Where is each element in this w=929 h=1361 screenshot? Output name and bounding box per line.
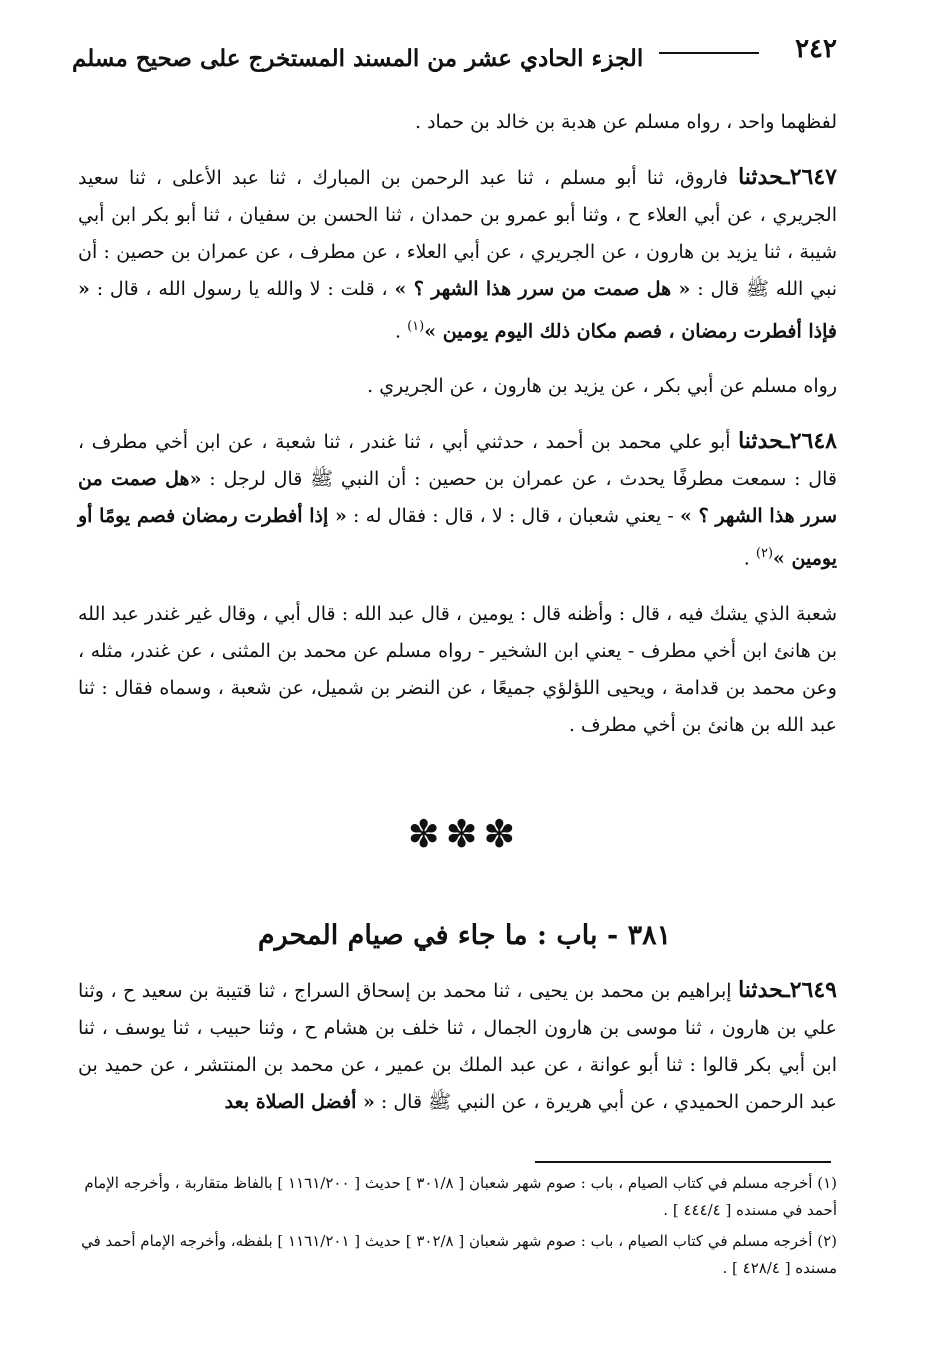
footnote-2: (٢) أخرجه مسلم في كتاب الصيام ، باب : صوم شهر شعبان [ ٣٠٢/٨ ] حديث [ ١١٦١/٢٠١ ] بلفظه، وأخرجه الإمام أحمد في مسنده [ ٤٢٨/٤ ] . [81, 1232, 837, 1277]
hadith-number: ٢٦٤٧ [789, 164, 837, 190]
hadith-quote: « إذا أفطرت رمضان فصم يومًا أو يومين » [78, 505, 837, 570]
paragraph-commentary: شعبة الذي يشك فيه ، قال : وأظنه قال : يومين ، قال عبد الله : قال أبي ، وقال غير غندر عبد الله بن هانئ ابن أخي مطرف - يعني ابن الشخير - رواه مسلم عن محمد بن المثنى ، عن غندر، مثله ، وعن محمد بن قدامة ، ويحيى اللؤلؤي جميعًا ، عن النضر بن شميل، عن شعبة ، وسماه فقال : ثنا عبد الله بن هانئ بن أخي مطرف . [78, 602, 837, 736]
hadith-keyword: ـحدثنا [738, 164, 790, 190]
page-header [72, 34, 837, 84]
hadith-keyword: ـحدثنا [738, 428, 790, 455]
hadith-2647 [78, 159, 837, 350]
sentence-end: . [394, 320, 408, 343]
isnad-text: فاروق، ثنا أبو مسلم ، ثنا عبد الرحمن بن المبارك ، ثنا عبد الأعلى ، ثنا سعيد الجريري ، عن أبي العلاء ح ، وثنا أبو عمرو بن حمدان ، ثنا الحسن بن سفيان ، ثنا أبو بكر ابن أبي شيبة ، ثنا يزيد بن هارون ، عن الجريري ، عن أبي العلاء ، عن مطرف ، عن عمران بن حصين : أن نبي الله ﷺ قال : [78, 167, 837, 300]
page-number: ٢٤٢ [795, 34, 837, 64]
footnote-1: (١) أخرجه مسلم في كتاب الصيام ، باب : صوم شهر شعبان [ ٣٠١/٨ ] حديث [ ١١٦١/٢٠٠ ] بالفاظ متقاربة ، وأخرجه الإمام أحمد في مسنده [ ٤٤٤/٤ ] . [84, 1174, 837, 1219]
chapter-title: ٣٨١ - باب : ما جاء في صيام المحرم [257, 920, 672, 951]
hadith-number: ٢٦٤٩ [789, 977, 837, 1003]
isnad-text: إبراهيم بن محمد بن يحيى ، ثنا محمد بن إسحاق السراج ، ثنا قتيبة بن سعيد ح ، وثنا علي بن هارون ، ثنا موسى بن هارون الجمال ، ثنا خلف بن هشام ح ، وثنا حبيب ، ثنا يوسف ، ثنا ابن أبي بكر قالوا : ثنا أبو عوانة ، عن عبد الملك بن عمير ، عن محمد بن المنتشر ، عن حميد بن عبد الرحمن الحميدي ، عن أبي هريرة ، عن النبي ﷺ قال : [78, 980, 837, 1113]
running-title: الجزء الحادي عشر من المسند المستخرج على صحيح مسلم [72, 45, 644, 72]
isnad-text: أبو علي محمد بن أحمد ، حدثني أبي ، ثنا غندر ، ثنا شعبة ، عن ابن أخي مطرف ، قال : سمعت مطرفًا يحدث ، عن عمران بن حصين : أن النبي ﷺ قال لرجل : [78, 431, 837, 491]
hadith-keyword: ـحدثنا [738, 977, 790, 1003]
hadith-quote: « هل صمت من سرر هذا الشهر ؟ » [394, 278, 691, 300]
hadith-quote: « فإذا أفطرت رمضان ، فصم مكان ذلك اليوم يومين » [78, 278, 837, 343]
narration-text: ، قلت : لا والله يا رسول الله ، قال : [89, 278, 395, 300]
narration-text: - يعني شعبان ، قال : لا ، قال : فقال له : [346, 505, 681, 528]
footnotes [78, 1170, 837, 1286]
hadith-quote: «هل صمت من سرر هذا الشهر ؟ » [78, 468, 838, 528]
main-text [78, 104, 837, 744]
hadith-quote: « أفضل الصلاة بعد [224, 1091, 375, 1113]
hadith-2649 [78, 972, 837, 1121]
footnote-ref: (١) [407, 319, 425, 334]
footnote-ref: (٢) [755, 546, 774, 562]
section-separator: ✽✽✽ [407, 812, 522, 856]
paragraph-intro: لفظهما واحد ، رواه مسلم عن هدبة بن خالد بن حماد . [415, 111, 837, 133]
paragraph-riwaya: رواه مسلم عن أبي بكر ، عن يزيد بن هارون ، عن الجريري . [367, 375, 837, 398]
hadith-number: ٢٦٤٨ [789, 428, 837, 455]
main-text-continued [78, 972, 837, 1121]
header-rule [659, 52, 759, 54]
footnote-rule [535, 1161, 831, 1163]
sentence-end: . [743, 547, 756, 570]
hadith-2648 [78, 423, 837, 577]
